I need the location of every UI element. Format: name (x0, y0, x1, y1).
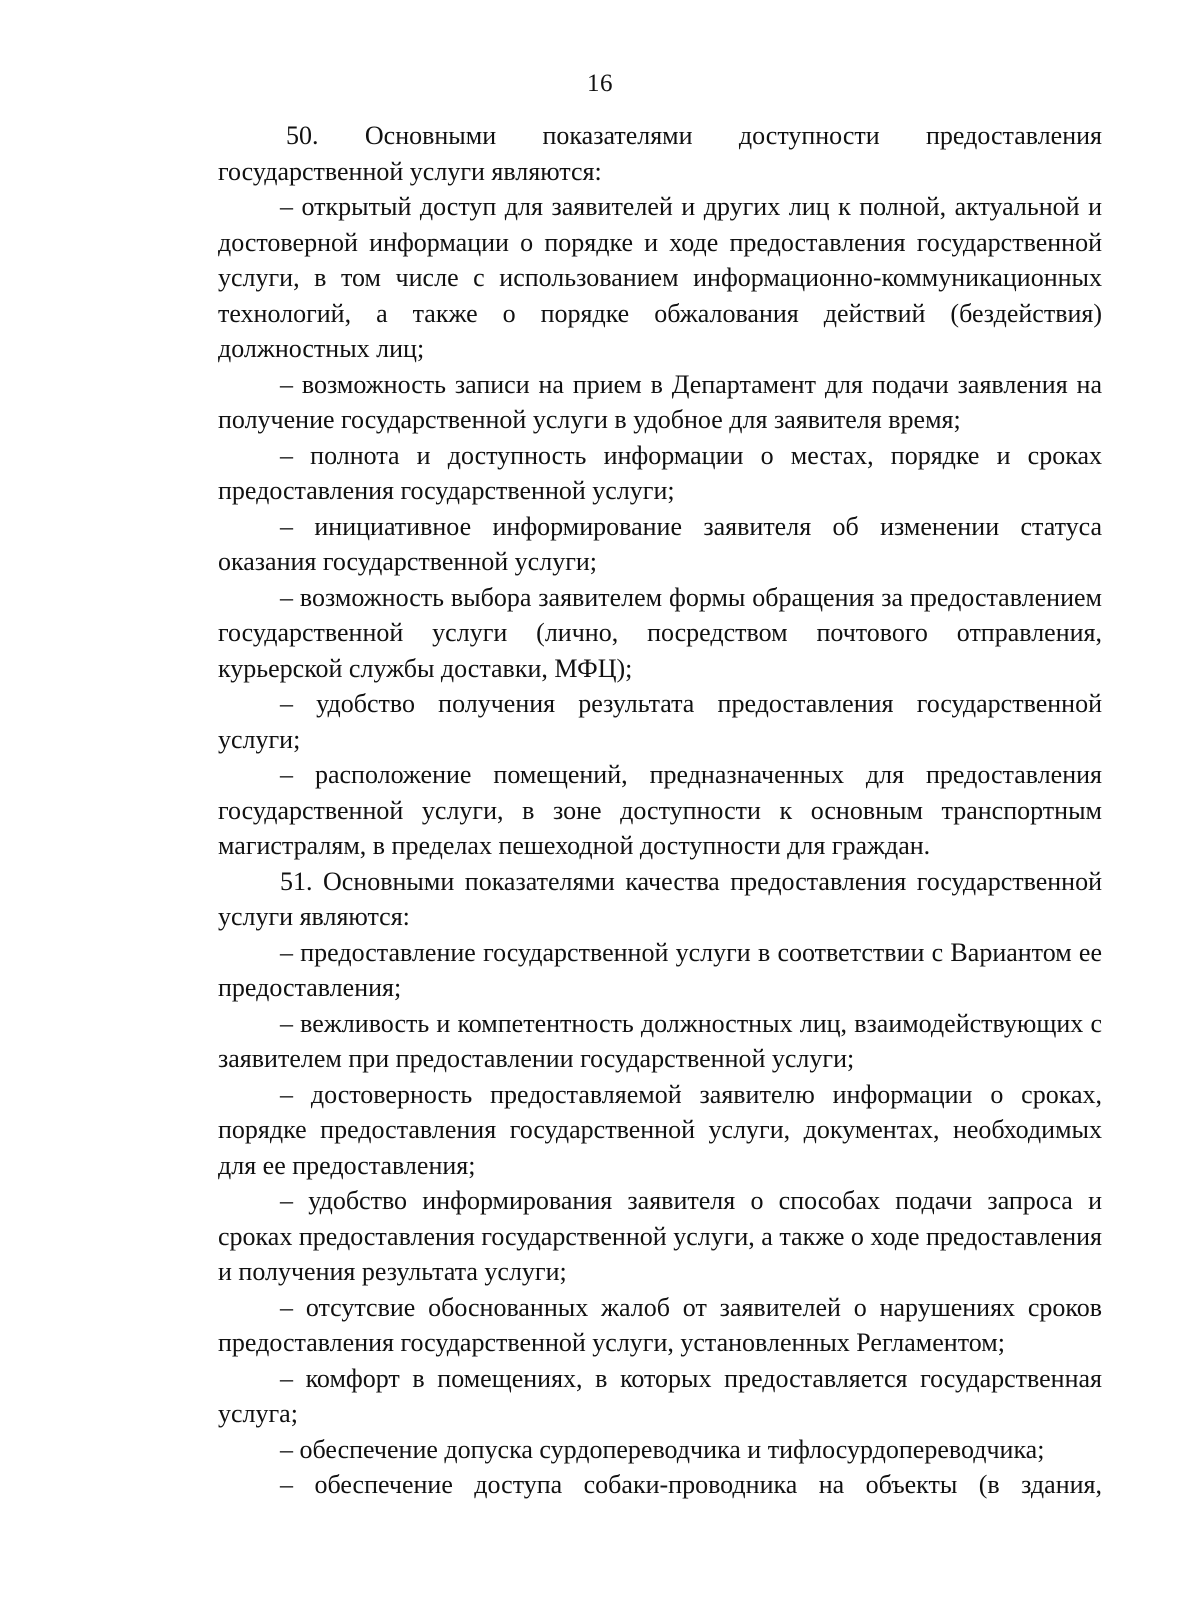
page-number: 16 (587, 70, 613, 97)
list-item: – удобство информирования заявителя о способах подачи запроса и сроках предоставления государственной услуги, а также о ходе предоставления и получения результата услуги; (218, 1186, 1102, 1286)
list-item: – расположение помещений, предназначенных для предоставления государственной услуги, в зоне доступности к основным транспортным магистралям, в пределах пешеходной доступности для граждан. (218, 760, 1102, 860)
list-item: – вежливость и компетентность должностных лиц, взаимодействующих с заявителем при предоставлении государственной услуги; (218, 1008, 1102, 1073)
list-item: – возможность выбора заявителем формы обращения за предоставлением государственной услуги (лично, посредством почтового отправления, курьерской службы доставки, МФЦ); (218, 582, 1102, 683)
list-item: – предоставление государственной услуги в соответствии с Вариантом ее предоставления; (218, 937, 1102, 1002)
list-item: – удобство получения результата предоставления государственной услуги; (218, 689, 1102, 754)
list-item: – полнота и доступность информации о местах, порядке и сроках предоставления государственной услуги; (218, 440, 1102, 505)
clause-50-heading: 50. Основными показателями доступности предоставления государственной услуги являются: (218, 121, 1102, 186)
list-item: – инициативное информирование заявителя об изменении статуса оказания государственной услуги; (218, 511, 1102, 576)
list-item: – обеспечение допуска сурдопереводчика и тифлосурдопереводчика; (280, 1434, 1045, 1464)
list-item: – достоверность предоставляемой заявителю информации о сроках, порядке предоставления государственной услуги, документах, необходимых для ее предоставления; (218, 1079, 1102, 1180)
list-item: – комфорт в помещениях, в которых предоставляется государственная услуга; (218, 1363, 1102, 1428)
list-item: – открытый доступ для заявителей и других лиц к полной, актуальной и достоверной информации о порядке и ходе предоставления государственной услуги, в том числе с использованием информационно-коммуникационных технологий, а также о порядке обжалования действий (бездействия) должностных лиц; (218, 192, 1102, 363)
document-body (218, 118, 1102, 1503)
list-item: – обеспечение доступа собаки-проводника на объекты (в здания, (280, 1470, 1102, 1499)
list-item: – отсутсвие обоснованных жалоб от заявителей о нарушениях сроков предоставления государственной услуги, установленных Регламентом; (218, 1292, 1102, 1357)
list-item: – возможность записи на прием в Департамент для подачи заявления на получение государственной услуги в удобное для заявителя время; (218, 369, 1102, 434)
clause-51-heading: 51. Основными показателями качества предоставления государственной услуги являются: (218, 866, 1102, 931)
